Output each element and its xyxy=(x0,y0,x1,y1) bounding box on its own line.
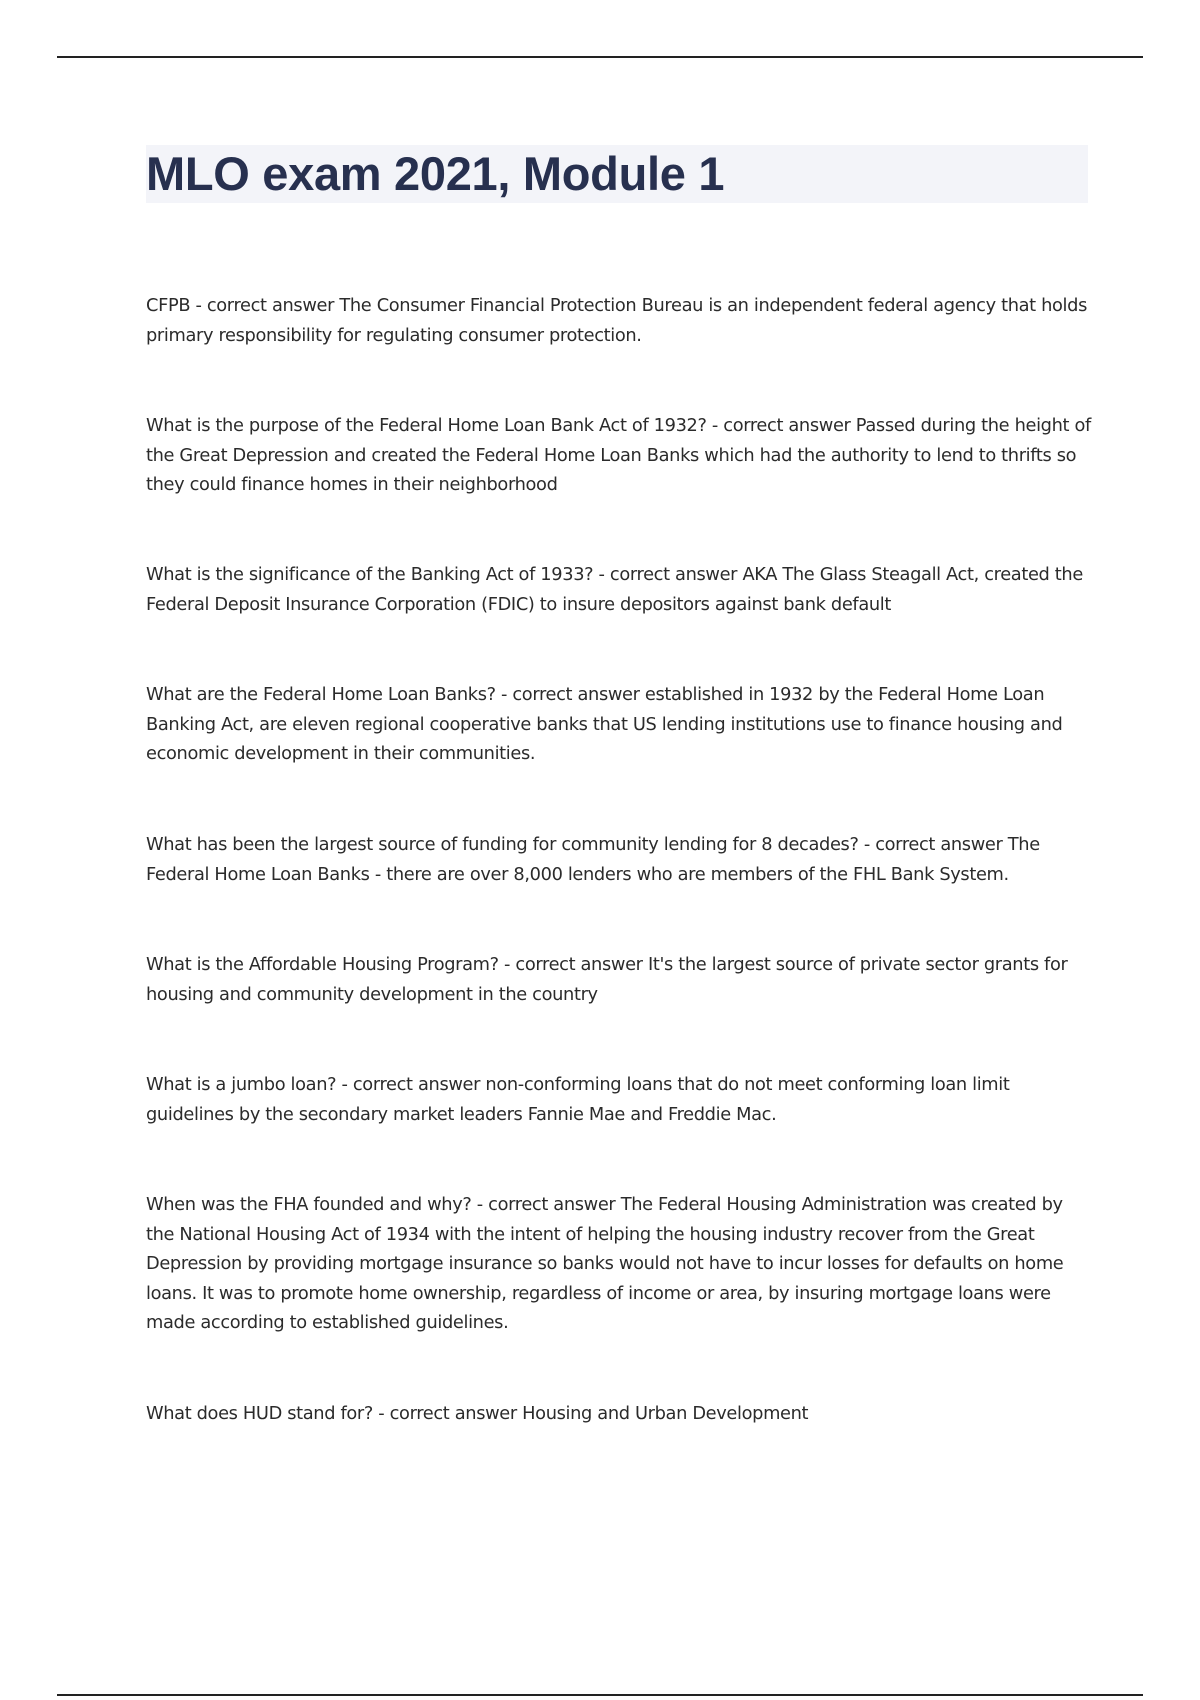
qa-item-jumbo-loan: What is a jumbo loan? - correct answer non-conforming loans that do not meet conforming loan limit guidelines by the secondary market leaders Fannie Mae and Freddie Mac. xyxy=(146,1074,1010,1125)
document-title: MLO exam 2021, Module 1 xyxy=(146,147,725,200)
qa-item-fha-founded: When was the FHA founded and why? - correct answer The Federal Housing Administration was created by the National Housing Act of 1934 with the intent of helping the housing industry recover from the Great Depression by providing mortgage insurance so banks would not have to incur losses for defaults on home loans. It was to promote home ownership, regardless of income or area, by insuring mortgage loans were made according to established guidelines. xyxy=(146,1194,1064,1333)
qa-item-hud: What does HUD stand for? - correct answer Housing and Urban Development xyxy=(146,1403,809,1424)
qa-item-affordable-housing-program: What is the Affordable Housing Program? - correct answer It's the largest source of private sector grants for housing and community development in the country xyxy=(146,954,1068,1005)
qa-item-fhl-banks: What are the Federal Home Loan Banks? - correct answer established in 1932 by the Federal Home Loan Banking Act, are eleven regional cooperative banks that US lending institutions use to finance housing and economic development in their communities. xyxy=(146,684,1063,764)
qa-item-largest-funding-source: What has been the largest source of funding for community lending for 8 decades? - correct answer The Federal Home Loan Banks - there are over 8,000 lenders who are members of the FHL Bank System. xyxy=(146,834,1040,885)
qa-item-fhlb-act-1932: What is the purpose of the Federal Home Loan Bank Act of 1932? - correct answer Passed during the height of the Great Depression and created the Federal Home Loan Banks which had the authority to lend to thrifts so they could finance homes in their neighborhood xyxy=(146,415,1091,495)
qa-item-banking-act-1933: What is the significance of the Banking Act of 1933? - correct answer AKA The Glass Steagall Act, created the Federal Deposit Insurance Corporation (FDIC) to insure depositors against bank default xyxy=(146,564,1083,615)
top-rule xyxy=(57,56,1143,58)
bottom-rule xyxy=(57,1694,1143,1696)
qa-item-cfpb: CFPB - correct answer The Consumer Financial Protection Bureau is an independent federal agency that holds primary responsibility for regulating consumer protection. xyxy=(146,295,1087,346)
